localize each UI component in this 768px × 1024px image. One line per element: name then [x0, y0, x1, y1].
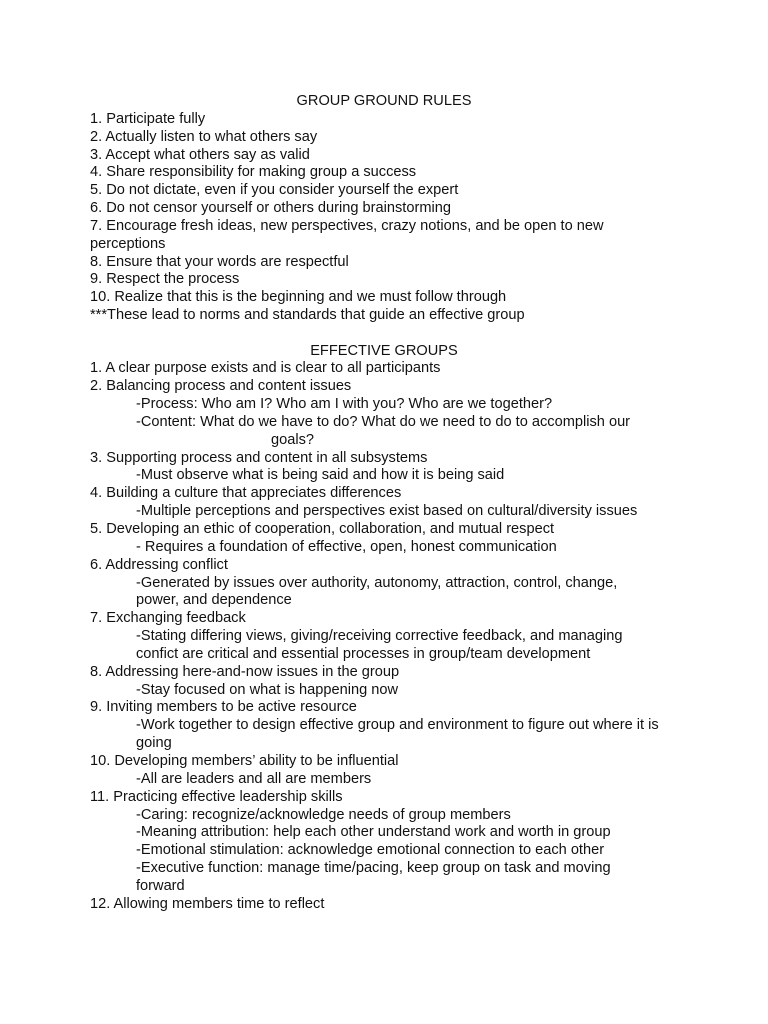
effective-groups-list [90, 360, 690, 913]
effective-group-subitem: -Process: Who am I? Who am I with you? Who are we together? [136, 396, 553, 413]
effective-group-subitem: goals? [271, 431, 315, 448]
effective-group-subitem: -Meaning attribution: help each other understand work and worth in group [136, 824, 611, 841]
section-spacer [90, 325, 690, 343]
effective-group-item: 6. Addressing conflict [90, 556, 228, 573]
effective-group-subitem: -All are leaders and all are members [136, 770, 372, 787]
ground-rules-title: GROUP GROUND RULES [296, 93, 472, 109]
ground-rule-line: 5. Do not dictate, even if you consider yourself the expert [90, 182, 459, 199]
effective-group-subitem: power, and dependence [136, 592, 292, 609]
effective-group-subitem: -Work together to design effective group and environment to figure out where it is [136, 717, 659, 734]
effective-groups-title: EFFECTIVE GROUPS [310, 342, 458, 359]
effective-group-subitem: -Emotional stimulation: acknowledge emotional connection to each other [136, 842, 605, 859]
effective-group-item: 3. Supporting process and content in all subsystems [90, 449, 428, 466]
effective-group-subitem: -Caring: recognize/acknowledge needs of group members [136, 806, 511, 823]
effective-group-item: 10. Developing members’ ability to be influential [90, 752, 399, 769]
effective-group-subitem: -Stay focused on what is happening now [136, 681, 399, 698]
effective-group-subitem: forward [136, 877, 185, 894]
effective-group-item: 12. Allowing members time to reflect [90, 895, 325, 912]
effective-group-subitem: going [136, 735, 172, 752]
ground-rule-line: 7. Encourage fresh ideas, new perspectives, crazy notions, and be open to new [90, 217, 604, 234]
effective-group-item: 1. A clear purpose exists and is clear to all participants [90, 360, 441, 377]
ground-rule-line: 8. Ensure that your words are respectful [90, 253, 349, 270]
effective-group-subitem: -Content: What do we have to do? What do we need to do to accomplish our [136, 413, 631, 430]
effective-group-item: 11. Practicing effective leadership skills [90, 788, 343, 805]
effective-group-item: 5. Developing an ethic of cooperation, collaboration, and mutual respect [90, 521, 555, 537]
ground-rule-line: 1. Participate fully [90, 110, 206, 127]
effective-group-subitem: -Multiple perceptions and perspectives exist based on cultural/diversity issues [136, 503, 638, 520]
effective-group-subitem: -Generated by issues over authority, autonomy, attraction, control, change, [136, 574, 618, 591]
effective-group-subitem: - Requires a foundation of effective, open, honest communication [136, 538, 557, 555]
ground-rule-line: 6. Do not censor yourself or others during brainstorming [90, 200, 451, 217]
ground-rule-line: 2. Actually listen to what others say [90, 128, 318, 145]
ground-rule-line: 10. Realize that this is the beginning and we must follow through [90, 289, 507, 306]
ground-rule-line: 9. Respect the process [90, 271, 240, 288]
effective-group-subitem: confict are critical and essential processes in group/team development [136, 645, 591, 662]
ground-rule-line: ***These lead to norms and standards that guide an effective group [90, 307, 525, 324]
effective-group-item: 2. Balancing process and content issues [90, 378, 352, 395]
effective-group-subitem: -Must observe what is being said and how it is being said [136, 467, 505, 484]
effective-group-item: 8. Addressing here-and-now issues in the group [90, 663, 400, 680]
effective-group-item: 4. Building a culture that appreciates differences [90, 485, 402, 502]
document-page [90, 93, 690, 914]
effective-group-subitem: -Stating differing views, giving/receiving corrective feedback, and managing [136, 628, 623, 645]
ground-rule-line: 3. Accept what others say as valid [90, 146, 310, 163]
ground-rule-line: 4. Share responsibility for making group a success [90, 164, 417, 181]
ground-rules-list [90, 111, 690, 325]
effective-group-item: 7. Exchanging feedback [90, 610, 246, 627]
effective-group-subitem: -Executive function: manage time/pacing, keep group on task and moving [136, 860, 611, 877]
ground-rule-line: perceptions [90, 235, 166, 252]
effective-group-item: 9. Inviting members to be active resource [90, 699, 357, 716]
